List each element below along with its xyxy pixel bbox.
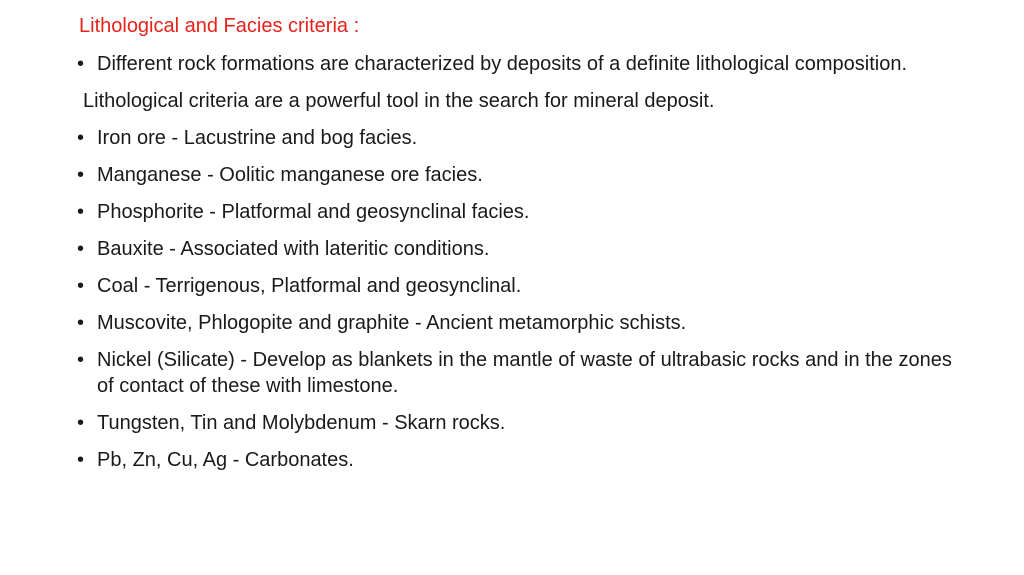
list-item-text: Lithological criteria are a powerful tool in the search for mineral deposit. xyxy=(83,90,715,112)
bullet-icon: • xyxy=(77,164,85,186)
list-item-text: Manganese - Oolitic manganese ore facies. xyxy=(97,164,483,186)
list-item xyxy=(76,236,956,262)
list-item xyxy=(76,347,956,399)
list-item-text: Iron ore - Lacustrine and bog facies. xyxy=(97,127,418,149)
list-item xyxy=(76,447,956,473)
bullet-icon: • xyxy=(77,312,85,334)
bullet-icon: • xyxy=(77,127,85,149)
list-item xyxy=(76,199,956,225)
list-item-text: Pb, Zn, Cu, Ag - Carbonates. xyxy=(97,449,354,471)
list-item xyxy=(76,162,956,188)
list-item xyxy=(76,125,956,151)
bullet-icon: • xyxy=(77,449,85,471)
list-item-text: Phosphorite - Platformal and geosynclinal facies. xyxy=(97,201,530,223)
list-item-text: Muscovite, Phlogopite and graphite - Ancient metamorphic schists. xyxy=(97,312,687,334)
list-item-text: Tungsten, Tin and Molybdenum - Skarn rocks. xyxy=(97,412,506,434)
bullet-icon: • xyxy=(77,238,85,260)
list-item xyxy=(76,51,956,77)
slide-content xyxy=(76,51,956,484)
list-item xyxy=(76,310,956,336)
bullet-icon: • xyxy=(77,201,85,223)
list-item xyxy=(76,410,956,436)
bullet-icon: • xyxy=(77,275,85,297)
slide-heading: Lithological and Facies criteria : xyxy=(79,15,360,37)
list-item-text: Bauxite - Associated with lateritic conditions. xyxy=(97,238,490,260)
bullet-icon: • xyxy=(77,53,85,75)
list-item-text: Different rock formations are characterized by deposits of a definite lithological composition. xyxy=(97,53,908,75)
bullet-icon: • xyxy=(77,412,85,434)
list-item-text: Coal - Terrigenous, Platformal and geosynclinal. xyxy=(97,275,522,297)
list-item-text: Nickel (Silicate) - Develop as blankets in the mantle of waste of ultrabasic rocks and in the zones of contact of these with limestone. xyxy=(97,349,952,397)
list-item xyxy=(76,273,956,299)
list-item xyxy=(76,88,956,114)
bullet-icon: • xyxy=(77,349,85,371)
